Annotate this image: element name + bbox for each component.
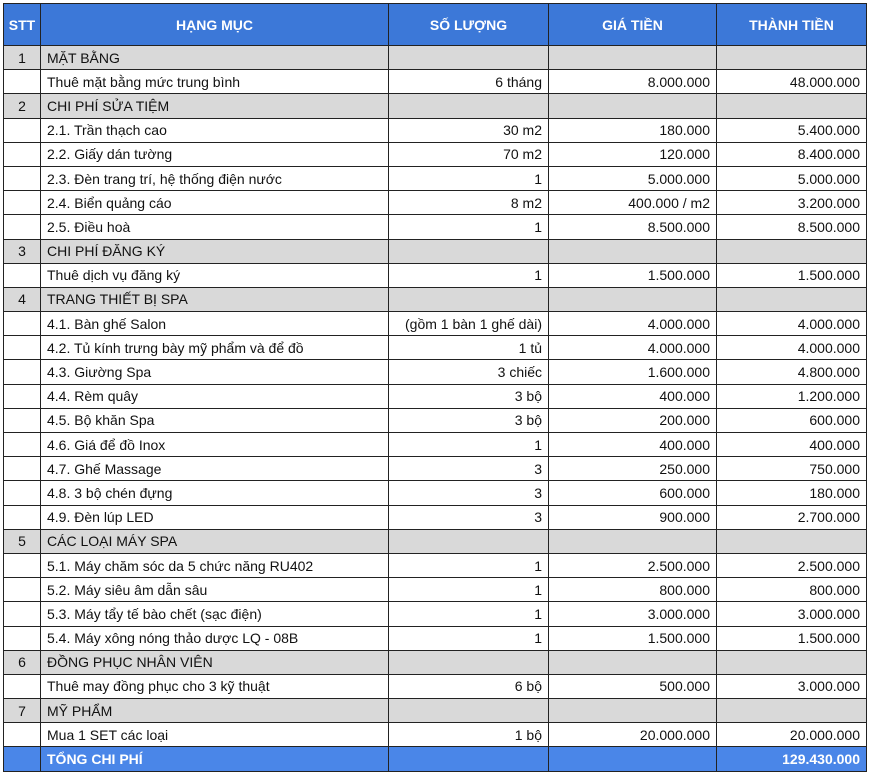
cell-item[interactable]: Thuê may đồng phục cho 3 kỹ thuật (41, 674, 389, 698)
table-row (4, 166, 867, 190)
cell-qty[interactable]: 3 (389, 481, 549, 505)
cell-item[interactable]: 4.4. Rèm quây (41, 384, 389, 408)
table-row (4, 602, 867, 626)
cell-qty[interactable]: 3 bộ (389, 384, 549, 408)
cell-item[interactable]: MỸ PHẨM (41, 699, 389, 723)
cell-price[interactable]: 120.000 (549, 142, 717, 166)
cell-item[interactable]: 4.5. Bộ khăn Spa (41, 408, 389, 432)
cell-qty[interactable]: 3 (389, 505, 549, 529)
cell-item[interactable]: CÁC LOẠI MÁY SPA (41, 529, 389, 553)
cell-stt[interactable] (4, 312, 41, 336)
cell-total[interactable]: 129.430.000 (717, 747, 867, 771)
cell-qty[interactable] (389, 46, 549, 70)
cell-qty[interactable]: 1 (389, 553, 549, 577)
cell-stt[interactable]: 1 (4, 46, 41, 70)
table-body (4, 46, 867, 772)
cell-stt[interactable] (4, 505, 41, 529)
cell-price[interactable]: 3.000.000 (549, 602, 717, 626)
cell-qty[interactable]: 1 bộ (389, 723, 549, 747)
cell-price[interactable]: 400.000 (549, 433, 717, 457)
cell-price[interactable] (549, 239, 717, 263)
header-total[interactable]: THÀNH TIỀN (717, 4, 867, 46)
section-row (4, 46, 867, 70)
header-item[interactable]: HẠNG MỤC (41, 4, 389, 46)
cell-price[interactable]: 20.000.000 (549, 723, 717, 747)
cell-qty[interactable] (389, 747, 549, 771)
cell-price[interactable] (549, 529, 717, 553)
cell-price[interactable]: 8.500.000 (549, 215, 717, 239)
cell-stt[interactable] (4, 602, 41, 626)
cell-item[interactable]: 2.4. Biển quảng cáo (41, 191, 389, 215)
cell-item[interactable]: Thuê mặt bằng mức trung bình (41, 70, 389, 94)
cell-stt[interactable] (4, 723, 41, 747)
table-row (4, 384, 867, 408)
table-row (4, 505, 867, 529)
cell-item[interactable]: Thuê dịch vụ đăng ký (41, 263, 389, 287)
cell-price[interactable]: 250.000 (549, 457, 717, 481)
cell-stt[interactable] (4, 336, 41, 360)
cell-price[interactable] (549, 650, 717, 674)
cell-price[interactable] (549, 699, 717, 723)
table-row (4, 312, 867, 336)
table-row (4, 481, 867, 505)
cell-item[interactable]: 4.2. Tủ kính trưng bày mỹ phẩm và để đồ (41, 336, 389, 360)
cell-price[interactable]: 400.000 / m2 (549, 191, 717, 215)
section-row (4, 699, 867, 723)
cell-price[interactable]: 4.000.000 (549, 312, 717, 336)
total-row (4, 747, 867, 771)
table-row (4, 70, 867, 94)
cell-total[interactable] (717, 46, 867, 70)
cell-item[interactable]: 5.3. Máy tẩy tế bào chết (sạc điện) (41, 602, 389, 626)
cell-total[interactable]: 20.000.000 (717, 723, 867, 747)
cell-price[interactable]: 200.000 (549, 408, 717, 432)
cell-stt[interactable] (4, 215, 41, 239)
cell-qty[interactable] (389, 650, 549, 674)
cell-qty[interactable]: 6 tháng (389, 70, 549, 94)
cell-price[interactable]: 900.000 (549, 505, 717, 529)
cell-total[interactable]: 48.000.000 (717, 70, 867, 94)
table-row (4, 457, 867, 481)
table-row (4, 336, 867, 360)
cell-total[interactable]: 5.000.000 (717, 166, 867, 190)
cell-total[interactable]: 800.000 (717, 578, 867, 602)
cell-qty[interactable] (389, 699, 549, 723)
cell-stt[interactable] (4, 360, 41, 384)
cell-qty[interactable]: 3 chiếc (389, 360, 549, 384)
cell-total[interactable] (717, 529, 867, 553)
cell-item[interactable]: 5.2. Máy siêu âm dẫn sâu (41, 578, 389, 602)
cell-qty[interactable]: 6 bộ (389, 674, 549, 698)
cell-stt[interactable]: 6 (4, 650, 41, 674)
table-row (4, 553, 867, 577)
table-row (4, 142, 867, 166)
cell-stt[interactable] (4, 166, 41, 190)
cell-total[interactable] (717, 287, 867, 311)
section-row (4, 287, 867, 311)
cell-item[interactable]: 5.4. Máy xông nóng thảo dược LQ - 08B (41, 626, 389, 650)
header-price[interactable]: GIÁ TIỀN (549, 4, 717, 46)
cell-total[interactable]: 4.000.000 (717, 312, 867, 336)
cell-qty[interactable] (389, 287, 549, 311)
cell-price[interactable]: 1.600.000 (549, 360, 717, 384)
cell-item[interactable]: 2.2. Giấy dán tường (41, 142, 389, 166)
cell-item[interactable]: 4.7. Ghế Massage (41, 457, 389, 481)
cell-stt[interactable]: 5 (4, 529, 41, 553)
cell-stt[interactable] (4, 70, 41, 94)
cell-stt[interactable] (4, 433, 41, 457)
table-row (4, 263, 867, 287)
cell-item[interactable]: 4.1. Bàn ghế Salon (41, 312, 389, 336)
cell-total[interactable]: 400.000 (717, 433, 867, 457)
cell-stt[interactable] (4, 263, 41, 287)
cell-stt[interactable] (4, 142, 41, 166)
cell-qty[interactable]: 1 tủ (389, 336, 549, 360)
cell-qty[interactable]: 1 (389, 166, 549, 190)
cell-stt[interactable] (4, 384, 41, 408)
cell-total[interactable]: 3.000.000 (717, 602, 867, 626)
cell-total[interactable] (717, 699, 867, 723)
cell-stt[interactable]: 2 (4, 94, 41, 118)
cell-price[interactable]: 1.500.000 (549, 263, 717, 287)
cell-item[interactable]: MẶT BẰNG (41, 46, 389, 70)
cell-price[interactable]: 2.500.000 (549, 553, 717, 577)
cell-price[interactable] (549, 94, 717, 118)
table-row (4, 433, 867, 457)
cell-price[interactable]: 600.000 (549, 481, 717, 505)
header-qty[interactable]: SỐ LƯỢNG (389, 4, 549, 46)
cell-price[interactable]: 500.000 (549, 674, 717, 698)
cell-qty[interactable] (389, 529, 549, 553)
table-row (4, 626, 867, 650)
cell-price[interactable]: 4.000.000 (549, 336, 717, 360)
cell-stt[interactable]: 4 (4, 287, 41, 311)
cell-stt[interactable] (4, 578, 41, 602)
cell-qty[interactable]: 70 m2 (389, 142, 549, 166)
cell-item[interactable]: 4.6. Giá để đồ Inox (41, 433, 389, 457)
cell-total[interactable] (717, 650, 867, 674)
cell-qty[interactable]: 1 (389, 626, 549, 650)
cell-total[interactable]: 750.000 (717, 457, 867, 481)
header-row (4, 4, 867, 46)
cell-qty[interactable]: 1 (389, 578, 549, 602)
cell-stt[interactable] (4, 674, 41, 698)
table-row (4, 118, 867, 142)
cell-qty[interactable] (389, 94, 549, 118)
table-row (4, 360, 867, 384)
table-row (4, 674, 867, 698)
table-row (4, 408, 867, 432)
cell-item[interactable]: 4.9. Đèn lúp LED (41, 505, 389, 529)
cell-total[interactable]: 180.000 (717, 481, 867, 505)
cell-price[interactable]: 5.000.000 (549, 166, 717, 190)
cell-stt[interactable]: 3 (4, 239, 41, 263)
cell-stt[interactable] (4, 408, 41, 432)
cell-stt[interactable] (4, 553, 41, 577)
cell-stt[interactable]: 7 (4, 699, 41, 723)
cell-item[interactable]: ĐỒNG PHỤC NHÂN VIÊN (41, 650, 389, 674)
cell-price[interactable] (549, 747, 717, 771)
section-row (4, 239, 867, 263)
cell-total[interactable]: 8.500.000 (717, 215, 867, 239)
table-row (4, 723, 867, 747)
cell-total[interactable]: 4.000.000 (717, 336, 867, 360)
section-row (4, 650, 867, 674)
cell-qty[interactable]: 30 m2 (389, 118, 549, 142)
cell-item[interactable]: TỔNG CHI PHÍ (41, 747, 389, 771)
cell-stt[interactable] (4, 118, 41, 142)
cell-qty[interactable]: 8 m2 (389, 191, 549, 215)
cell-item[interactable]: Mua 1 SET các loại (41, 723, 389, 747)
cell-stt[interactable] (4, 481, 41, 505)
cell-item[interactable]: 2.1. Trần thạch cao (41, 118, 389, 142)
cell-total[interactable] (717, 239, 867, 263)
header-stt[interactable]: STT (4, 4, 41, 46)
cell-total[interactable]: 3.200.000 (717, 191, 867, 215)
cell-total[interactable]: 8.400.000 (717, 142, 867, 166)
cell-price[interactable]: 8.000.000 (549, 70, 717, 94)
cell-item[interactable]: 4.8. 3 bộ chén đựng (41, 481, 389, 505)
cell-total[interactable]: 600.000 (717, 408, 867, 432)
cell-total[interactable]: 1.500.000 (717, 263, 867, 287)
table-row (4, 215, 867, 239)
cell-item[interactable]: CHI PHÍ SỬA TIỆM (41, 94, 389, 118)
cell-qty[interactable]: 1 (389, 602, 549, 626)
cell-total[interactable]: 5.400.000 (717, 118, 867, 142)
cell-qty[interactable]: 1 (389, 263, 549, 287)
cell-total[interactable]: 2.500.000 (717, 553, 867, 577)
cell-price[interactable]: 800.000 (549, 578, 717, 602)
cell-price[interactable] (549, 287, 717, 311)
section-row (4, 94, 867, 118)
cell-total[interactable]: 2.700.000 (717, 505, 867, 529)
cell-item[interactable]: TRANG THIẾT BỊ SPA (41, 287, 389, 311)
cell-stt[interactable] (4, 747, 41, 771)
cell-total[interactable] (717, 94, 867, 118)
cell-qty[interactable]: 1 (389, 433, 549, 457)
cell-qty[interactable]: (gồm 1 bàn 1 ghế dài) (389, 312, 549, 336)
cell-total[interactable]: 1.200.000 (717, 384, 867, 408)
cell-item[interactable]: 4.3. Giường Spa (41, 360, 389, 384)
cell-item[interactable]: 5.1. Máy chăm sóc da 5 chức năng RU402 (41, 553, 389, 577)
cell-stt[interactable] (4, 626, 41, 650)
cell-item[interactable]: 2.5. Điều hoà (41, 215, 389, 239)
cell-stt[interactable] (4, 457, 41, 481)
cost-table (3, 3, 867, 772)
table-row (4, 191, 867, 215)
cell-price[interactable]: 400.000 (549, 384, 717, 408)
table-row (4, 578, 867, 602)
cell-price[interactable]: 180.000 (549, 118, 717, 142)
section-row (4, 529, 867, 553)
cell-item[interactable]: CHI PHÍ ĐĂNG KÝ (41, 239, 389, 263)
cell-total[interactable]: 3.000.000 (717, 674, 867, 698)
cell-price[interactable]: 1.500.000 (549, 626, 717, 650)
cell-qty[interactable]: 1 (389, 215, 549, 239)
cell-price[interactable] (549, 46, 717, 70)
cell-item[interactable]: 2.3. Đèn trang trí, hệ thống điện nước (41, 166, 389, 190)
cell-total[interactable]: 4.800.000 (717, 360, 867, 384)
cell-qty[interactable]: 3 (389, 457, 549, 481)
cell-stt[interactable] (4, 191, 41, 215)
cell-qty[interactable] (389, 239, 549, 263)
cell-qty[interactable]: 3 bộ (389, 408, 549, 432)
cell-total[interactable]: 1.500.000 (717, 626, 867, 650)
